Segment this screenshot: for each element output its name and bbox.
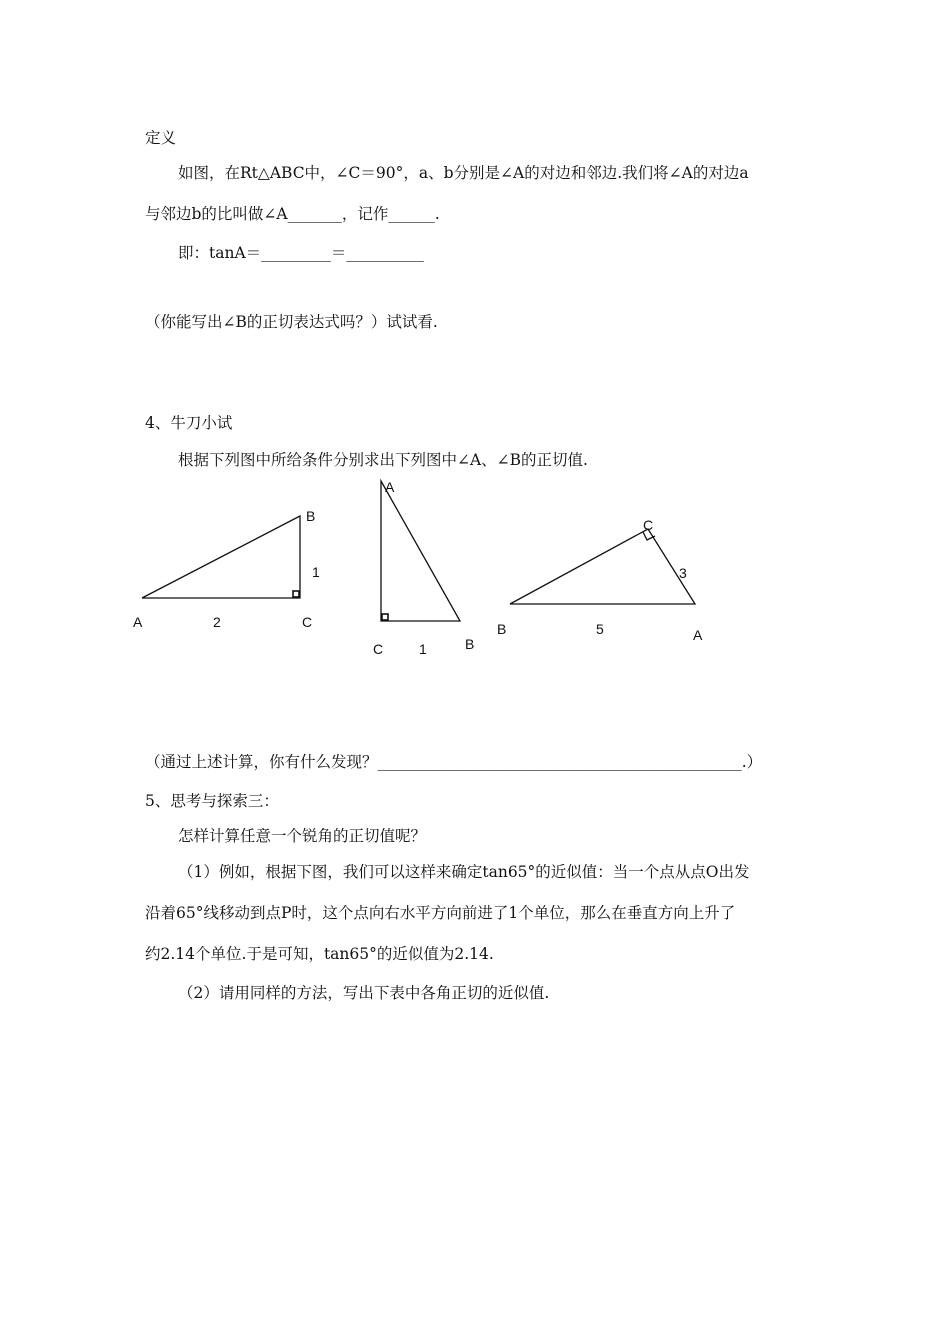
section-5-question: 怎样计算任意一个锐角的正切值呢？ bbox=[178, 827, 427, 845]
tangent-formula-text: 即：tanA＝_________＝__________ bbox=[178, 244, 424, 262]
triangle-3 bbox=[510, 529, 695, 604]
triangle-1-side-bottom: 2 bbox=[213, 614, 221, 630]
triangle-3-side-hyp: 5 bbox=[596, 621, 604, 637]
definition-paragraph-line-2: 与邻边b的比叫做∠A_______，记作______. bbox=[145, 205, 440, 223]
definition-heading: 定义 bbox=[145, 129, 177, 147]
triangle-1-side-right: 1 bbox=[312, 564, 320, 580]
triangle-3-label-b: B bbox=[497, 621, 507, 637]
triangle-3-label-a: A bbox=[693, 627, 703, 643]
section-5-heading: 5、思考与探索三： bbox=[145, 792, 279, 810]
triangle-3-side-right: 3 bbox=[679, 565, 687, 581]
triangle-2-label-b: B bbox=[465, 636, 475, 652]
section-5-paragraph-1-line-2: 沿着65°线移动到点P时，这个点向右水平方向前进了1个单位，那么在垂直方向上升了 bbox=[145, 904, 736, 922]
section-5-paragraph-1-line-3: 约2.14个单位.于是可知，tan65°的近似值为2.14. bbox=[145, 945, 494, 963]
section-5-paragraph-2: （2）请用同样的方法，写出下表中各角正切的近似值. bbox=[178, 984, 550, 1002]
triangle-2-label-c: C bbox=[373, 641, 384, 657]
triangle-1-label-b: B bbox=[306, 508, 316, 524]
definition-paragraph-line-1: 如图，在Rt△ABC中，∠C＝90°，a、b分别是∠A的对边和邻边.我们将∠A的对边a bbox=[178, 164, 749, 182]
section-5-paragraph-1-line-1: （1）例如，根据下图，我们可以这样来确定tan65°的近似值：当一个点从点O出发 bbox=[178, 863, 750, 881]
triangle-2 bbox=[381, 481, 460, 621]
triangle-3-label-c: C bbox=[643, 517, 654, 533]
triangle-2-label-a: A bbox=[385, 479, 395, 495]
section-4-instruction: 根据下列图中所给条件分别求出下列图中∠A、∠B的正切值. bbox=[178, 451, 588, 469]
angle-b-question: （你能写出∠B的正切表达式吗？）试试看. bbox=[145, 313, 438, 331]
triangle-1-label-c: C bbox=[302, 614, 313, 630]
section-4-heading: 4、牛刀小试 bbox=[145, 414, 233, 432]
triangle-1-label-a: A bbox=[133, 614, 143, 630]
discovery-question: （通过上述计算，你有什么发现？_______________________________________________.） bbox=[145, 753, 763, 771]
triangle-2-side-bottom: 1 bbox=[419, 641, 427, 657]
triangle-1 bbox=[142, 516, 300, 598]
